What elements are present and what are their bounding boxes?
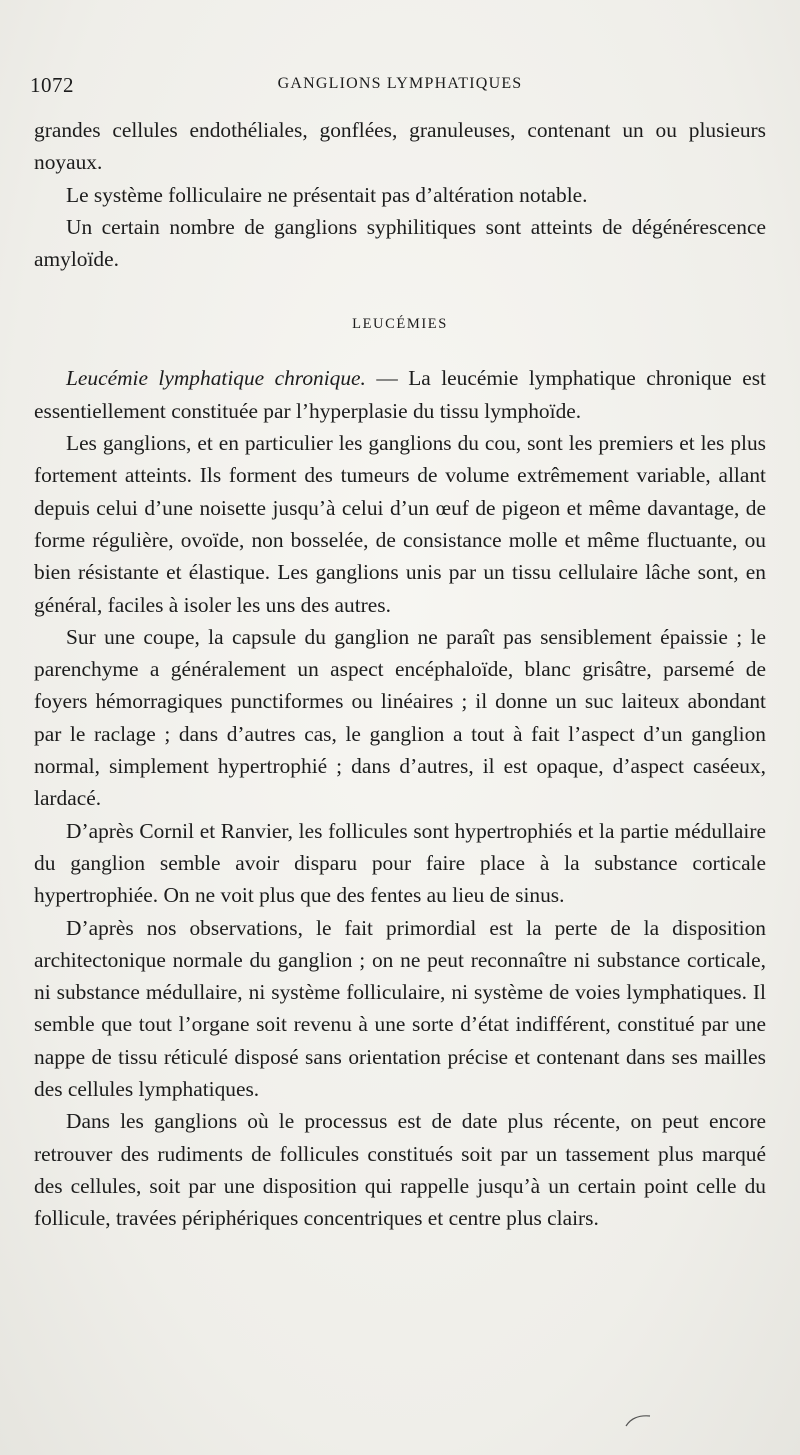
paragraph: Dans les ganglions où le processus est de date plus récente, on peut encore retrouver des rudiments de follicules constitués soit par un tassement plus marqué des cellules, soit par une disposition qui rappelle jusqu’à un certain point celle du follicule, travées périphériques concentriques et centre plus clairs. — [34, 1109, 766, 1231]
body-text — [34, 114, 766, 1235]
paragraph: D’après Cornil et Ranvier, les follicules sont hypertrophiés et la partie médullaire du ganglion semble avoir disparu pour faire place à la substance corticale hypertrophiée. On ne voit plus que des fentes au lieu de sinus. — [34, 818, 766, 908]
page-header — [30, 73, 770, 103]
paragraph: Les ganglions, et en particulier les ganglions du cou, sont les premiers et les plus fortement atteints. Ils forment des tumeurs de volume extrêmement variable, allant depuis celui d’une noisette jusqu’à celui d’un œuf de pigeon et même davantage, de forme régulière, ovoïde, non bosselée, de consistance molle et même fluctuante, ou bien résistante et élastique. Les ganglions unis par un tissu cellulaire lâche sont, en général, faciles à isoler les uns des autres. — [34, 431, 766, 617]
pencil-mark-icon — [625, 1413, 651, 1427]
paragraph: Le système folliculaire ne présentait pas d’altération notable. — [66, 182, 588, 207]
paragraph: grandes cellules endothéliales, gonflées, granuleuses, contenant un ou plusieurs noyaux. — [34, 118, 766, 175]
paragraph: Un certain nombre de ganglions syphilitiques sont atteints de dégénérescence amyloïde. — [34, 214, 766, 272]
section-lead-paragraph — [34, 362, 766, 427]
paragraph: D’après nos observations, le fait primordial est la perte de la disposition architectonique normale du ganglion ; on ne peut reconnaître ni substance corticale, ni substance médullaire, ni système folliculaire, ni système de voies lymphatiques. Il semble que tout l’organe soit revenu à une sorte d’état indifférent, constitué par une nappe de tissu réticulé disposé sans orientation précise et contenant dans ses mailles des cellules lymphatiques. — [34, 915, 766, 1102]
section-heading: LEUCÉMIES — [352, 316, 448, 333]
page-number: 1072 — [30, 73, 74, 97]
running-title: GANGLIONS LYMPHATIQUES — [277, 75, 523, 92]
section-lead-title: Leucémie lymphatique chronique. — [66, 366, 366, 391]
paragraph: Sur une coupe, la capsule du ganglion ne paraît pas sensiblement épaissie ; le parenchyme a généralement un aspect encéphaloïde, blanc grisâtre, parsemé de foyers hémorragiques punctiformes ou linéaires ; il donne un suc laiteux abondant par le raclage ; dans d’autres cas, le ganglion a tout à fait l’aspect d’un ganglion normal, simplement hypertrophié ; dans d’autres, il est opaque, d’aspect caséeux, lardacé. — [34, 624, 766, 811]
section-lead-text: — La leucémie lymphatique chronique est essentiellement constituée par l’hyperplasie du tissu lymphoïde. — [34, 366, 766, 423]
